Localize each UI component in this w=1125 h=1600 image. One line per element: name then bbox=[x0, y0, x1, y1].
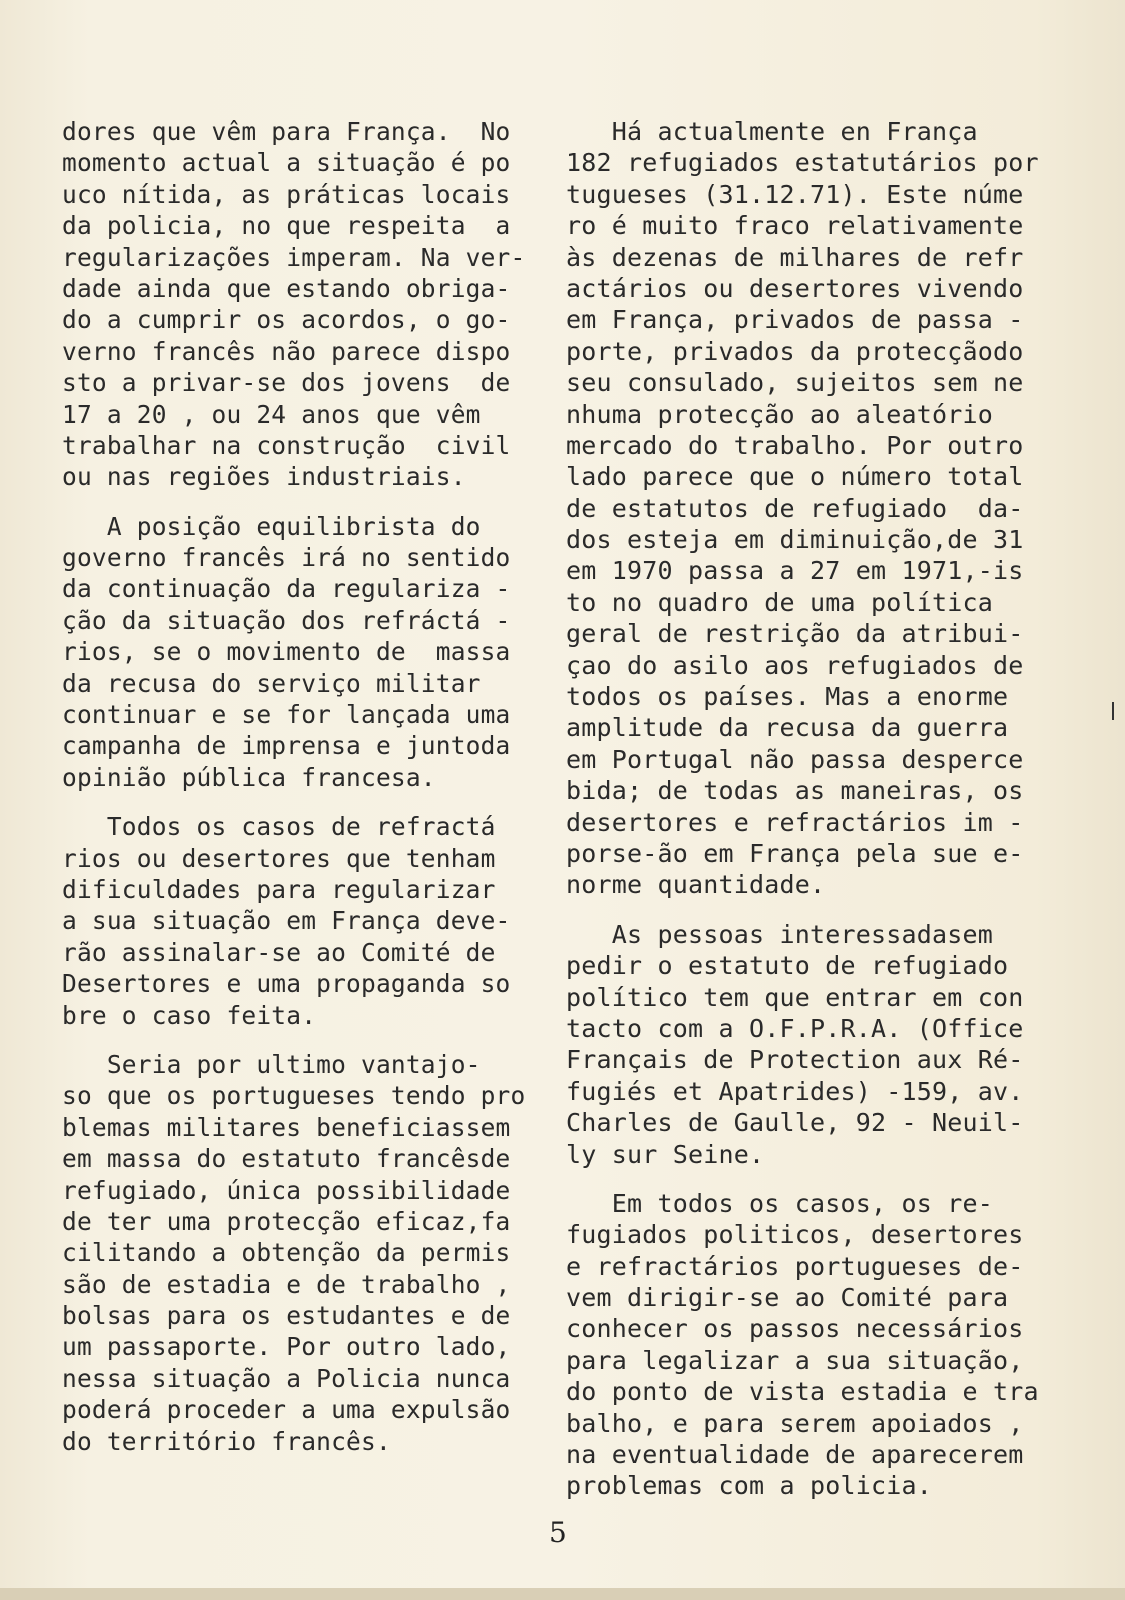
text-line: lado parece que o número total bbox=[566, 462, 1024, 492]
margin-mark bbox=[1112, 702, 1114, 720]
text-line: çao do asilo aos refugiados de bbox=[566, 650, 1024, 680]
text-line: ro é muito fraco relativamente bbox=[566, 211, 1024, 241]
right-paragraph-1 bbox=[566, 116, 1066, 901]
text-line: Há actualmente en França bbox=[566, 117, 978, 146]
page-bottom-edge bbox=[0, 1588, 1125, 1600]
text-line: dos esteja em diminuição,de 31 bbox=[566, 525, 1024, 555]
text-line: do a cumprir os acordos, o go- bbox=[62, 305, 511, 335]
text-line: campanha de imprensa e juntoda bbox=[62, 731, 511, 761]
text-line: ção da situação dos refráctá - bbox=[62, 605, 511, 635]
text-line: a sua situação em França deve- bbox=[62, 906, 511, 936]
text-line: dificuldades para regularizar bbox=[62, 874, 496, 904]
text-line: Todos os casos de refractá bbox=[62, 812, 496, 842]
text-line: geral de restrição da atribui- bbox=[566, 619, 1024, 649]
text-line: actários ou desertores vivendo bbox=[566, 273, 1024, 303]
text-line: cilitando a obtenção da permis bbox=[62, 1238, 511, 1268]
paragraph-gap bbox=[566, 901, 1066, 919]
text-line: Desertores e uma propaganda so bbox=[62, 969, 511, 999]
page-number: 5 bbox=[549, 1516, 567, 1549]
left-paragraph-3 bbox=[62, 811, 552, 1031]
text-line: A posição equilibrista do bbox=[62, 511, 481, 541]
text-line: norme quantidade. bbox=[566, 870, 826, 900]
text-line: rios ou desertores que tenham bbox=[62, 843, 496, 873]
text-line: to no quadro de uma política bbox=[566, 587, 994, 617]
paragraph-gap bbox=[566, 1170, 1066, 1188]
text-line: tacto com a O.F.P.R.A. (Office bbox=[566, 1013, 1024, 1043]
text-line: nessa situação a Policia nunca bbox=[62, 1363, 511, 1393]
text-line: blemas militares beneficiassem bbox=[62, 1112, 511, 1142]
left-paragraph-1 bbox=[62, 116, 552, 493]
text-line: tugueses (31.12.71). Este núme bbox=[566, 179, 1024, 209]
text-line: conhecer os passos necessários bbox=[566, 1314, 1024, 1344]
text-line: opinião pública francesa. bbox=[62, 762, 436, 792]
text-line: As pessoas interessadasem bbox=[566, 919, 994, 949]
text-line: bre o caso feita. bbox=[62, 1000, 317, 1030]
text-line: problemas com a policia. bbox=[566, 1471, 933, 1501]
text-line: às dezenas de milhares de refr bbox=[566, 242, 1024, 272]
text-line: do ponto de vista estadia e tra bbox=[566, 1377, 1039, 1407]
text-line: da policia, no que respeita a bbox=[62, 211, 511, 241]
right-paragraph-2 bbox=[566, 919, 1066, 1170]
text-line: dade ainda que estando obriga- bbox=[62, 273, 511, 303]
text-line: político tem que entrar em con bbox=[566, 982, 1024, 1012]
text-line: e refractários portugueses de- bbox=[566, 1251, 1024, 1281]
paragraph-gap bbox=[62, 1031, 552, 1049]
text-line: na eventualidade de aparecerem bbox=[566, 1440, 1024, 1470]
text-line: em Portugal não passa desperce bbox=[566, 744, 1024, 774]
text-line: so que os portugueses tendo pro bbox=[62, 1081, 526, 1111]
text-line: verno francês não parece dispo bbox=[62, 336, 511, 366]
text-line: Charles de Gaulle, 92 - Neuil- bbox=[566, 1108, 1024, 1138]
text-line: momento actual a situação é po bbox=[62, 148, 511, 178]
text-line: da recusa do serviço militar bbox=[62, 668, 481, 698]
text-line: para legalizar a sua situação, bbox=[566, 1345, 1024, 1375]
paragraph-gap bbox=[62, 493, 552, 511]
text-line: continuar e se for lançada uma bbox=[62, 700, 511, 730]
text-line: nhuma protecção ao aleatório bbox=[566, 399, 994, 429]
text-line: Français de Protection aux Ré- bbox=[566, 1045, 1024, 1075]
text-line: da continuação da regulariza - bbox=[62, 574, 511, 604]
text-line: de estatutos de refugiado da- bbox=[566, 493, 1024, 523]
text-line: um passaporte. Por outro lado, bbox=[62, 1332, 511, 1362]
text-line: em 1970 passa a 27 em 1971,-is bbox=[566, 556, 1024, 586]
text-line: porse-ão em França pela sue e- bbox=[566, 838, 1024, 868]
text-line: do território francês. bbox=[62, 1426, 391, 1456]
text-line: pedir o estatuto de refugiado bbox=[566, 951, 1009, 981]
left-paragraph-2 bbox=[62, 511, 552, 794]
text-line: trabalhar na construção civil bbox=[62, 430, 511, 460]
text-line: Seria por ultimo vantajo- bbox=[62, 1049, 481, 1079]
right-paragraph-3 bbox=[566, 1188, 1066, 1502]
text-line: vem dirigir-se ao Comité para bbox=[566, 1283, 1009, 1313]
text-line: balho, e para serem apoiados , bbox=[566, 1408, 1024, 1438]
text-line: refugiado, única possibilidade bbox=[62, 1175, 511, 1205]
text-line: governo francês irá no sentido bbox=[62, 543, 511, 573]
left-text-column bbox=[62, 116, 552, 1457]
text-line: 17 a 20 , ou 24 anos que vêm bbox=[62, 399, 481, 429]
text-line: bolsas para os estudantes e de bbox=[62, 1301, 511, 1331]
text-line: regularizações imperam. Na ver- bbox=[62, 242, 526, 272]
text-line: amplitude da recusa da guerra bbox=[566, 713, 1009, 743]
right-text-column bbox=[566, 116, 1066, 1502]
text-line: poderá proceder a uma expulsão bbox=[62, 1395, 511, 1425]
text-line: ly sur Seine. bbox=[566, 1139, 765, 1169]
text-line: em França, privados de passa - bbox=[566, 305, 1024, 335]
text-line: seu consulado, sujeitos sem ne bbox=[566, 368, 1024, 398]
left-paragraph-4 bbox=[62, 1049, 552, 1457]
text-line: bida; de todas as maneiras, os bbox=[566, 776, 1024, 806]
text-line: fugiés et Apatrides) -159, av. bbox=[566, 1076, 1024, 1106]
text-line: todos os países. Mas a enorme bbox=[566, 682, 1009, 712]
text-line: são de estadia e de trabalho , bbox=[62, 1269, 511, 1299]
text-line: sto a privar-se dos jovens de bbox=[62, 368, 511, 398]
text-line: ou nas regiões industriais. bbox=[62, 462, 466, 492]
text-line: Em todos os casos, os re- bbox=[566, 1188, 994, 1218]
text-line: rão assinalar-se ao Comité de bbox=[62, 937, 496, 967]
text-line: uco nítida, as práticas locais bbox=[62, 179, 511, 209]
text-line: mercado do trabalho. Por outro bbox=[566, 430, 1024, 460]
text-line: de ter uma protecção eficaz,fa bbox=[62, 1206, 511, 1236]
text-line: porte, privados da protecçãodo bbox=[566, 336, 1024, 366]
text-line: dores que vêm para França. No bbox=[62, 117, 511, 146]
paragraph-gap bbox=[62, 793, 552, 811]
text-line: fugiados politicos, desertores bbox=[566, 1220, 1024, 1250]
text-line: 182 refugiados estatutários por bbox=[566, 148, 1039, 178]
text-line: rios, se o movimento de massa bbox=[62, 637, 511, 667]
text-line: em massa do estatuto francêsde bbox=[62, 1144, 511, 1174]
text-line: desertores e refractários im - bbox=[566, 807, 1024, 837]
